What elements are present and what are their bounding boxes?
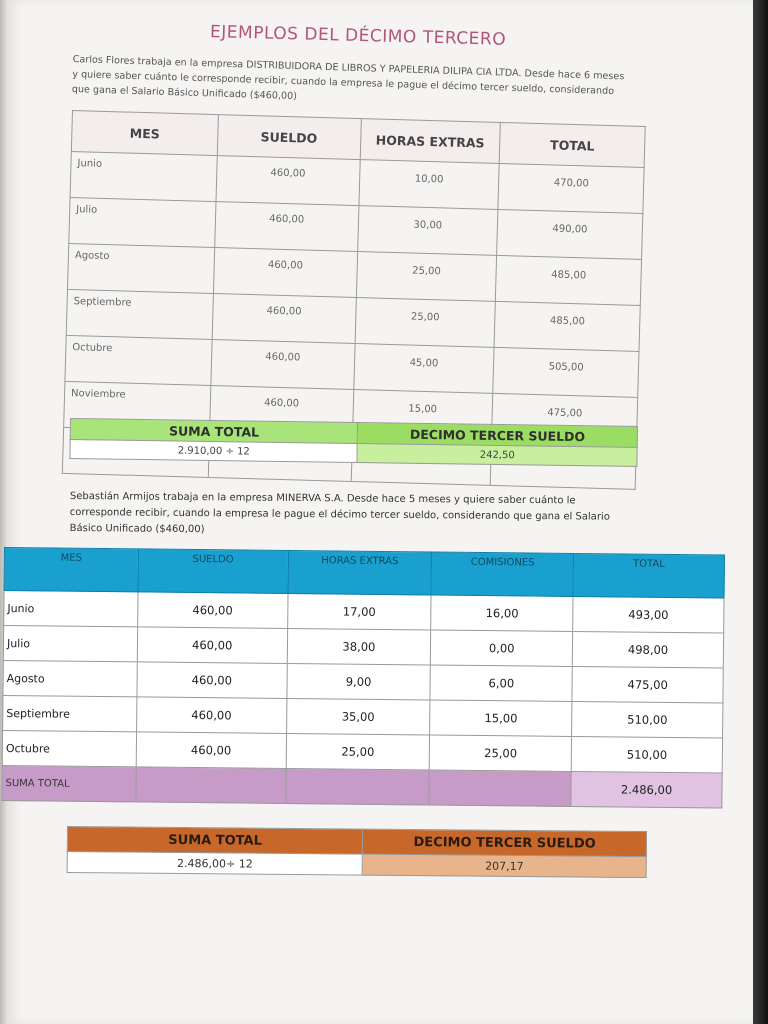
cell-comisiones: 25,00 — [430, 735, 572, 771]
summary-decimo-value: 242,50 — [357, 444, 637, 467]
cell-horas-extras: 45,00 — [353, 343, 494, 393]
example2-paragraph: Sebastián Armijos trabaja en la empresa MINERVA S.A. Desde hace 5 meses y quiere saber cuánto le corresponde recibir, cuando la empresa le pague el décimo tercer sueldo, considerando que gana el Salario Básico Unificado ($460,00) — [69, 490, 610, 536]
cell-mes: Agosto — [3, 660, 137, 696]
header-horas-extras: HORAS EXTRAS — [288, 550, 432, 595]
cell-mes: Agosto — [67, 243, 214, 293]
cell-sueldo: 460,00 — [138, 592, 288, 629]
cell-mes: Junio — [4, 591, 138, 627]
header-sueldo: SUELDO — [217, 115, 361, 160]
example2-table — [1, 547, 725, 809]
example2-summary — [67, 826, 647, 878]
header-mes: MES — [71, 111, 218, 156]
cell-total: 485,00 — [494, 301, 640, 351]
cell-total: 510,00 — [571, 736, 722, 773]
sum-empty-cell — [136, 767, 286, 804]
header-sueldo: SUELDO — [138, 549, 288, 594]
cell-total: 485,00 — [496, 255, 642, 305]
cell-horas-extras: 30,00 — [357, 206, 498, 256]
table-header-row — [4, 548, 724, 599]
cell-comisiones: 0,00 — [431, 630, 573, 666]
cell-sueldo: 460,00 — [216, 156, 360, 206]
cell-comisiones: 6,00 — [430, 665, 572, 701]
cell-sueldo: 460,00 — [209, 385, 353, 435]
cell-mes: Julio — [3, 626, 137, 662]
cell-total: 498,00 — [572, 631, 723, 668]
cell-mes: Septiembre — [3, 695, 137, 731]
cell-mes: Octubre — [2, 730, 136, 766]
sum-label: SUMA TOTAL — [2, 765, 136, 801]
cell-total: 493,00 — [573, 596, 724, 633]
summary-sum-header: SUMA TOTAL — [70, 419, 358, 444]
cell-mes: Noviembre — [64, 381, 211, 431]
cell-sueldo: 460,00 — [137, 662, 287, 699]
cell-mes: Octubre — [65, 335, 212, 385]
cell-total: 510,00 — [572, 701, 723, 738]
cell-total: 475,00 — [492, 393, 638, 443]
cell-sueldo: 460,00 — [214, 202, 358, 252]
cell-horas-extras: 35,00 — [286, 698, 430, 735]
header-comisiones: COMISIONES — [431, 552, 573, 596]
summary-decimo-header: DECIMO TERCER SUELDO — [363, 829, 647, 856]
header-total: TOTAL — [499, 122, 645, 167]
page-edge-left — [0, 0, 8, 1024]
sum-empty-cell — [429, 770, 571, 806]
cell-sueldo: 460,00 — [212, 294, 356, 344]
cell-total: 490,00 — [497, 209, 643, 259]
cell-total: 505,00 — [493, 347, 639, 397]
sum-total: 2.486,00 — [571, 771, 722, 808]
cell-mes: Julio — [69, 197, 216, 247]
cell-sueldo: 460,00 — [211, 339, 355, 389]
table-sum-row — [2, 765, 722, 808]
example1-summary — [69, 418, 638, 467]
cell-sueldo: 460,00 — [136, 697, 286, 734]
header-mes: MES — [4, 548, 138, 592]
cell-horas-extras: 25,00 — [356, 252, 497, 302]
summary-sum-header: SUMA TOTAL — [67, 827, 363, 855]
cell-mes: Junio — [70, 151, 217, 201]
cell-horas-extras: 9,00 — [287, 663, 431, 700]
summary-sum-value: 2.486,00÷ 12 — [67, 852, 363, 876]
sum-empty-cell — [285, 768, 429, 805]
summary-decimo-value: 207,17 — [363, 854, 647, 877]
cell-sueldo: 460,00 — [136, 732, 286, 769]
cell-comisiones: 16,00 — [431, 595, 573, 631]
page-edge-right — [753, 0, 768, 1024]
cell-total: 475,00 — [572, 666, 723, 703]
cell-horas-extras: 15,00 — [352, 389, 493, 439]
header-horas-extras: HORAS EXTRAS — [360, 119, 501, 164]
cell-sueldo: 460,00 — [137, 627, 287, 664]
cell-sueldo: 460,00 — [213, 248, 357, 298]
cell-total: 470,00 — [498, 163, 644, 213]
summary-sum-value: 2.910,00 ÷ 12 — [70, 440, 358, 463]
example1-paragraph: Carlos Flores trabaja en la empresa DISTRIBUIDORA DE LIBROS Y PAPELERIA DILIPA CIA LTDA. Desde hace 6 meses y quiere saber cuánto le corresponde recibir, cuando la empresa le pague el décimo tercer sueldo, considerando que gana el Salario Básico Unificado ($460,00) — [71, 53, 625, 103]
cell-horas-extras: 38,00 — [287, 628, 431, 665]
cell-comisiones: 15,00 — [430, 700, 572, 736]
cell-horas-extras: 25,00 — [286, 733, 430, 770]
cell-mes: Septiembre — [66, 289, 213, 339]
cell-horas-extras: 17,00 — [287, 593, 431, 630]
summary-decimo-header: DECIMO TERCER SUELDO — [358, 423, 638, 448]
header-total: TOTAL — [573, 553, 724, 598]
cell-horas-extras: 10,00 — [358, 160, 499, 210]
page-title: EJEMPLOS DEL DÉCIMO TERCERO — [209, 22, 507, 50]
cell-horas-extras: 25,00 — [355, 298, 496, 348]
